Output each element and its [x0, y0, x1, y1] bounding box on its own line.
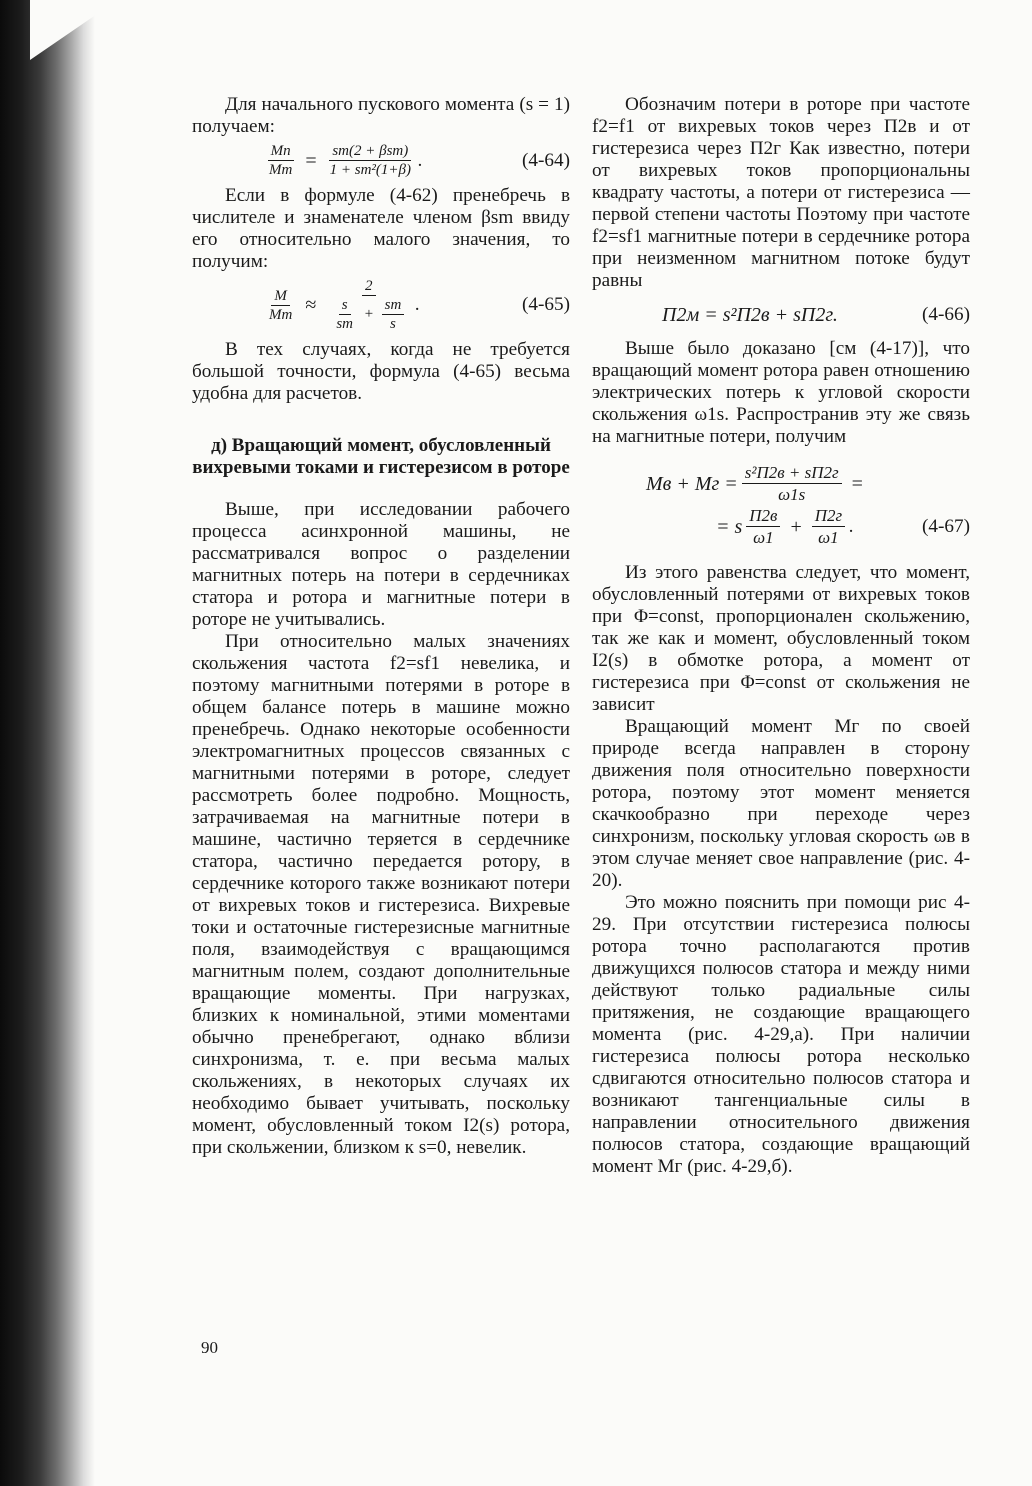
formula-denominator: ω1 — [818, 528, 839, 547]
formula-numerator: 2 — [362, 277, 376, 296]
right-column — [592, 94, 970, 1178]
paragraph: В тех случаях, когда не требуется большой точности, формула (4-65) весьма удобна для расчетов. — [192, 339, 570, 404]
paragraph: При относительно малых значениях скольжения частота f2=sf1 невелика, и поэтому магнитными потерями в роторе в общем балансе потерь в машине можно пренебречь. Однако некоторые особенности электромагнитных процессов связанных с магнитными потерями в роторе, следует рассмотреть более подробно. Мощность, затрачиваемая на магнитные потери в машине, частично теряется в сердечнике статора, частично передается ротору, в сердечнике которого также возникают потери от вихревых токов и гистерезиса. Вихревые токи и остаточные гистерезисные магнитные поля, взаимодействуя с вращающимся магнитным полем, создают дополнительные вращающие моменты. При нагрузках, близких к номинальной, этими моментами обычно пренебрегают, однако вблизи синхронизма, т. е. при весьма малых скольжениях, в некоторых случаях их необходимо бывает учитывать, поскольку момент, обусловленный током I2(s) ротора, при скольжении, близком к s=0, невелик. — [192, 631, 570, 1158]
paragraph: Для начального пускового момента (s = 1) получаем: — [192, 94, 570, 137]
formula-numerator: sm(2 + βsm) — [329, 142, 411, 161]
paragraph: Это можно пояснить при помощи рис 4-29. При отсутствии гистерезиса полюсы ротора точно располагаются против движущихся полюсов статора и между ними действуют только радиальные силы притяжения, не создающие вращающего момента (рис. 4-29,а). При наличии гистерезиса полюсы ротора несколько сдвигаются относительно полюсов статора и возникают тангенциальные силы в направлении относительного движения полюсов статора, создающие вращающий момент Mг (рис. 4-29,б). — [592, 892, 970, 1177]
book-spine-shadow — [0, 0, 95, 1486]
formula-numerator: s²П2в + sП2г — [742, 462, 842, 484]
formula-4-64: $\frac{Mп}{Mm}$ = $\frac{\text{sm(2 + βsm)}}{\text{1 + sm²(1+β)}}$ . (4-64) — [192, 142, 570, 179]
formula-numerator: M — [271, 287, 290, 306]
formula-denominator: ω1s — [778, 485, 806, 504]
paragraph: Выше, при исследовании рабочего процесса асинхронной машины, не рассматривался вопрос о разделении магнитных потерь на потери в сердечниках статора и ротора и магнитные потери в роторе не учитывались. — [192, 499, 570, 630]
equation-number: (4-67) — [922, 515, 970, 537]
formula-denominator: Mm — [269, 306, 293, 323]
formula-denominator: 1 + sm²(1+β) — [329, 162, 411, 178]
formula-numerator: П2г — [812, 505, 845, 527]
formula-4-66 — [592, 304, 970, 326]
paragraph: Из этого равенства следует, что момент, обусловленный потерями от вихревых токов при Φ=const, пропорционален скольжению, так же как и момент, обусловленный током I2(s) в обмотке ротора, а момент от гистерезиса при Φ=const от скольжения не зависит — [592, 562, 970, 715]
formula-denominator: $\frac{s}{sm}$ + $\frac{sm}{s}$ — [326, 296, 411, 333]
formula-4-67: Mв + Mг = $\frac{\text{s²П2в + sП2г}}{\omega 1s}$ = = s $\frac{П2в}{\omega 1}$ + $\frac{П2г}{\omega 1}$ . (4-67) — [646, 463, 970, 547]
formula-denominator: ω1 — [753, 528, 774, 547]
formula-4-65: $\frac{M}{Mm}$ ≈ 2 $\frac{s}{sm}$ + $\frac{sm}{s}$ . (4-65) — [192, 277, 570, 333]
formula-numerator: П2в — [746, 505, 780, 527]
paragraph: Вращающий момент Mг по своей природе всегда направлен в сторону движения поля относительно поверхности ротора, поэтому этот момент меняется скачкообразно при переходе через синхронизм, поскольку угловая скорость ωв в этом случае меняет свое направление (рис. 4-20). — [592, 716, 970, 891]
section-heading: д) Вращающий момент, обусловленный вихревыми токами и гистерезисом в роторе — [192, 435, 570, 478]
equation-number: (4-64) — [522, 149, 570, 171]
formula-numerator: Mп — [268, 142, 294, 161]
left-column — [192, 94, 570, 1159]
page-number: 90 — [201, 1338, 218, 1357]
formula-expression: П2м = s²П2в + sП2г. — [662, 304, 838, 326]
formula-denominator: Mm — [269, 162, 293, 178]
equation-number: (4-65) — [522, 294, 570, 315]
paragraph: Обозначим потери в роторе при частоте f2=f1 от вихревых токов через П2в и от гистерезиса через П2г Как известно, потери от вихревых токов пропорциональны квадрату частоты, а потери от гистерезиса — первой степени частоты Поэтому при частоте f2=sf1 магнитные потери в сердечнике ротора при неизменном магнитном потоке будут равны — [592, 94, 970, 291]
approx-sign: ≈ — [305, 294, 317, 316]
formula-lhs: Mв + Mг = — [646, 472, 738, 495]
equation-number: (4-66) — [922, 304, 970, 325]
paragraph: Если в формуле (4-62) пренебречь в числителе и знаменателе членом βsm ввиду его относительно малого значения, то получим: — [192, 185, 570, 272]
paragraph: Выше было доказано [см (4-17)], что вращающий момент ротора равен отношению электрических потерь к угловой скорости скольжения ω1s. Распространив эту же связь на магнитные потери, получим — [592, 338, 970, 447]
